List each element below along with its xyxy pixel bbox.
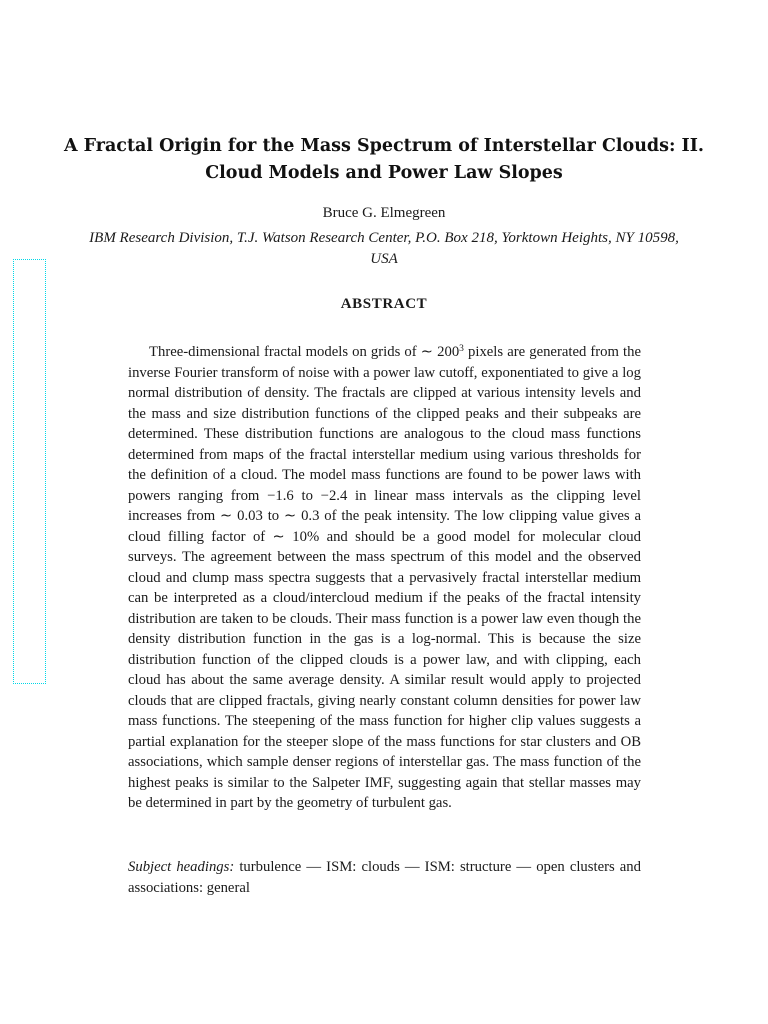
abstract-text	[128, 342, 641, 814]
paper-title: A Fractal Origin for the Mass Spectrum of Interstellar Clouds: II. Cloud Models and Power Law Slopes	[63, 136, 705, 183]
selection-box	[13, 259, 46, 684]
subject-headings-text: turbulence — ISM: clouds — ISM: structure — open clusters and associations: general	[128, 859, 641, 896]
subject-headings	[128, 857, 641, 898]
author-affiliation: IBM Research Division, T.J. Watson Research Center, P.O. Box 218, Yorktown Heights, NY 10598, USA	[89, 230, 679, 267]
grid-exponent: 3	[459, 344, 464, 354]
abstract-text-part2: pixels are generated from the inverse Fourier transform of noise with a power law cutoff, exponentiated to give a log normal distribution of density. The fractals are clipped at various intensity levels and the mass and size distribution functions of the clipped peaks and their subpeaks are determined. These distribution functions are analogous to the cloud mass functions determined from maps of the fractal interstellar medium using various thresholds for the definition of a cloud. The model mass functions are found to be power laws with powers ranging from −1.6 to −2.4 in linear mass intervals as the clipping level increases from ∼ 0.03 to ∼ 0.3 of the peak intensity. The low clipping value gives a cloud filling factor of ∼ 10% and should be a good model for molecular cloud surveys. The agreement between the mass spectrum of this model and the observed cloud and clump mass spectra suggests that a pervasively fractal interstellar medium can be interpreted as a cloud/intercloud medium if the peaks of the fractal intensity distribution are taken to be clouds. Their mass function is a power law even though the density distribution function in the gas is a log-normal. This is because the size distribution function of the clipped clouds is a power law, and with clipping, each cloud has about the same average density. A similar result would apply to projected clouds that are clipped fractals, giving nearly constant column densities for power law mass functions. The steepening of the mass function for higher clip values suggests a partial explanation for the steeper slope of the mass functions for star clusters and OB associations, which sample denser regions of interstellar gas. The mass function of the highest peaks is similar to the Salpeter IMF, suggesting again that stellar masses may be determined in part by the geometry of turbulent gas.	[128, 344, 641, 811]
author-name: Bruce G. Elmegreen	[322, 205, 446, 221]
abstract-text-part1: Three-dimensional fractal models on grids of ∼ 200	[149, 344, 460, 360]
abstract-heading: ABSTRACT	[340, 296, 428, 312]
subject-headings-label: Subject headings:	[128, 859, 235, 875]
